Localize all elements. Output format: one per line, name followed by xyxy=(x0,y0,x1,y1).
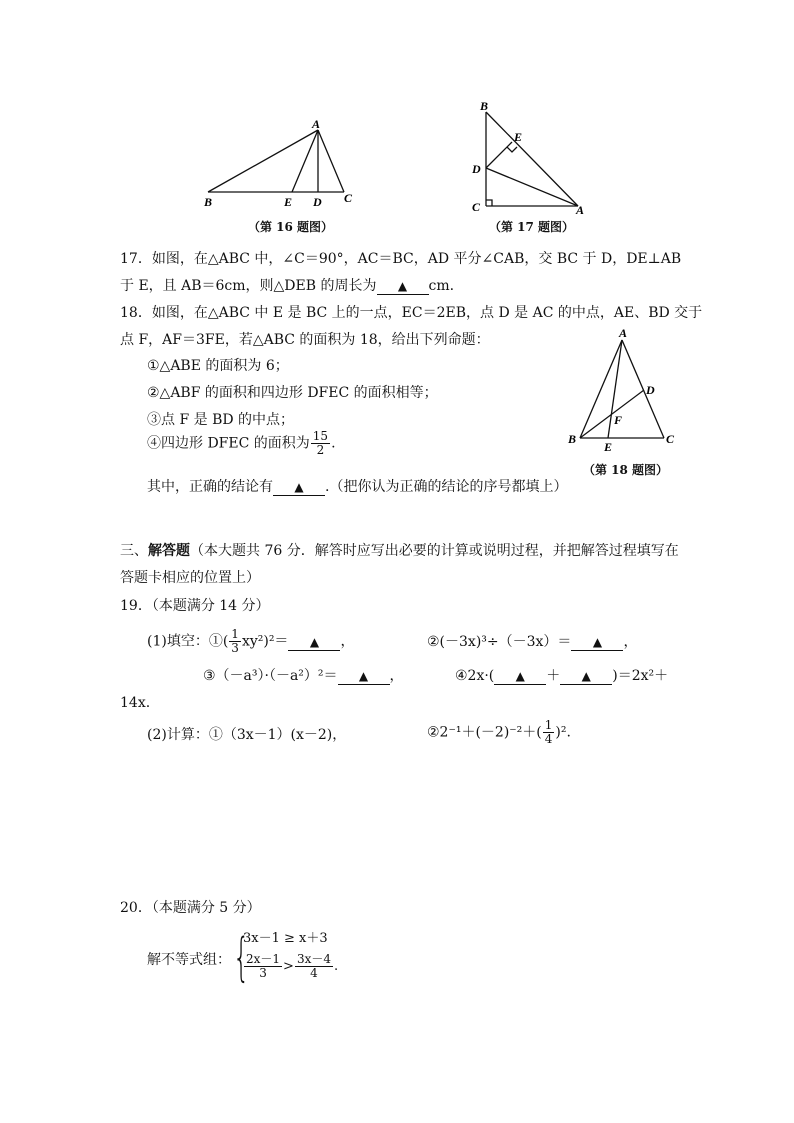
blank-triangle-icon: ▲ xyxy=(294,480,304,494)
q19-fill-item3 xyxy=(203,666,404,686)
q18-conclusion-note: .（把你认为正确的结论的序号都填上） xyxy=(325,479,568,495)
q20-fraction-right xyxy=(295,953,333,980)
figure-18 xyxy=(564,326,684,452)
blank-triangle-icon: ▲ xyxy=(515,669,525,683)
q18-item4 xyxy=(147,430,336,457)
fig18-label-e: E xyxy=(604,440,613,452)
section3-title: 解答题 xyxy=(148,543,190,559)
comma: ， xyxy=(623,634,638,650)
fraction-denominator: 4 xyxy=(544,732,553,746)
q20-fraction-left xyxy=(244,953,282,980)
fig18-label-b: B xyxy=(568,432,577,446)
fig18-caption: （第 18 题图） xyxy=(583,463,669,477)
q19-item2-blank[interactable] xyxy=(571,634,623,651)
q17-line2 xyxy=(120,276,454,296)
fig18-label-c: C xyxy=(666,432,675,446)
q18-item4-end: . xyxy=(331,435,336,452)
q18-item2: ②△ABF 的面积和四边形 DFEC 的面积相等； xyxy=(147,385,438,401)
blank-triangle-icon: ▲ xyxy=(592,635,603,649)
q19-item4-blank-2[interactable] xyxy=(560,668,612,685)
q19-item3-blank[interactable] xyxy=(338,668,390,685)
fig17-caption: （第 17 题图） xyxy=(489,220,575,234)
q18-line1: 18．如图，在△ABC 中 E 是 BC 上的一点，EC＝2EB，点 D 是 AC 的中点，AE、BD 交于 xyxy=(120,305,703,321)
fig17-label-d: D xyxy=(472,162,481,176)
q19-item1-blank[interactable] xyxy=(288,634,340,651)
section3-number: 三、 xyxy=(120,543,148,559)
fraction-denominator: 3 xyxy=(259,966,267,980)
q18-conclusion xyxy=(147,477,567,497)
fraction-numerator: 1 xyxy=(544,718,553,732)
fig17-label-a: A xyxy=(576,203,585,217)
q17-line2-text: 于 E，且 AB＝6cm，则△DEB 的周长为 xyxy=(120,278,377,294)
q20-end: . xyxy=(334,959,339,974)
q19-calc2 xyxy=(427,719,571,746)
q19-calc1: (2)计算：①（3x－1）(x－2)， xyxy=(147,727,347,743)
section3-header xyxy=(120,541,679,561)
q20-operator: > xyxy=(283,959,294,974)
q18-item4-fraction xyxy=(311,430,330,457)
q18-item1: ①△ABE 的面积为 6； xyxy=(147,358,289,374)
fig17-label-b: B xyxy=(480,99,489,113)
fig18-label-a: A xyxy=(619,326,628,340)
comma: ， xyxy=(389,668,404,684)
q19-item3-text: ③（－a³）·（－a²）²＝ xyxy=(203,668,338,684)
q17-unit: cm. xyxy=(428,278,455,294)
q19-fill-item1 xyxy=(147,628,354,655)
q19-fill-label: (1)填空：①( xyxy=(147,633,229,650)
q17-answer-blank[interactable] xyxy=(377,278,429,295)
comma: ， xyxy=(340,633,355,650)
fig16-label-c: C xyxy=(344,191,353,205)
fig16-label-a: A xyxy=(312,117,321,131)
section3-instructions: （本大题共 76 分．解答时应写出必要的计算或说明过程，并把解答过程填写在 xyxy=(190,543,679,559)
fig17-label-c: C xyxy=(472,200,481,214)
fraction-denominator: 3 xyxy=(231,641,239,655)
q19-calc2-rest: )². xyxy=(555,724,571,741)
system-brace-icon: { xyxy=(233,928,250,988)
q20-inequality-2 xyxy=(243,953,338,980)
q19-item2-text: ②(－3x)³÷（－3x）＝ xyxy=(427,634,572,650)
q20-inequality-1: 3x－1 ≥ x＋3 xyxy=(243,931,328,946)
fig16-label-b: B xyxy=(204,195,213,209)
q18-answer-blank[interactable] xyxy=(273,479,325,496)
figure-16 xyxy=(196,112,366,212)
fig16-label-d: D xyxy=(313,195,322,209)
fig16-caption: （第 16 题图） xyxy=(248,220,334,234)
fraction-denominator: 2 xyxy=(316,443,325,457)
fraction-numerator: 3x－4 xyxy=(296,952,331,966)
q19-calc2-text: ②2⁻¹＋(－2)⁻²＋( xyxy=(427,724,542,741)
q18-item3: ③点 F 是 BD 的中点； xyxy=(147,412,295,428)
plus-sign: ＋ xyxy=(546,668,561,684)
fig18-label-d: D xyxy=(646,383,655,397)
blank-triangle-icon: ▲ xyxy=(397,279,408,293)
blank-triangle-icon: ▲ xyxy=(309,634,320,649)
q20-title: 20．（本题满分 5 分） xyxy=(120,900,261,916)
q19-item1-fraction xyxy=(229,628,241,655)
q20-label: 解不等式组： xyxy=(147,952,231,968)
q19-item4-text: ④2x·( xyxy=(455,668,495,684)
q19-title: 19．（本题满分 14 分） xyxy=(120,598,270,614)
blank-triangle-icon: ▲ xyxy=(358,669,369,683)
fig17-label-e: E xyxy=(514,130,523,144)
fraction-numerator: 15 xyxy=(312,429,329,443)
q18-conclusion-text: 其中，正确的结论有 xyxy=(147,479,273,495)
blank-triangle-icon: ▲ xyxy=(581,669,591,683)
q19-fill-item2 xyxy=(427,632,637,652)
section3-line2: 答题卡相应的位置上） xyxy=(120,570,260,586)
q19-item4-blank-1[interactable] xyxy=(494,668,546,685)
q18-item4-text: ④四边形 DFEC 的面积为 xyxy=(147,435,310,452)
fraction-numerator: 1 xyxy=(231,627,239,641)
fraction-numerator: 2x－1 xyxy=(246,952,281,966)
figure-17 xyxy=(466,96,596,220)
q19-fill-item4 xyxy=(455,666,668,686)
q18-line2: 点 F，AF＝3FE，若△ABC 的面积为 18，给出下列命题： xyxy=(120,332,490,348)
q19-item1-rest: xy²)²＝ xyxy=(241,633,289,650)
q19-item4-continuation: 14x. xyxy=(120,695,151,711)
q17-line1: 17．如图，在△ABC 中，∠C＝90°，AC＝BC，AD 平分∠CAB，交 BC 于 D，DE⊥AB xyxy=(120,251,682,267)
q19-calc2-fraction xyxy=(543,719,555,746)
fig16-label-e: E xyxy=(284,195,293,209)
q19-item4-rest: )＝2x²＋ xyxy=(612,668,669,684)
fraction-denominator: 4 xyxy=(310,966,318,980)
fig18-label-f: F xyxy=(614,413,623,427)
